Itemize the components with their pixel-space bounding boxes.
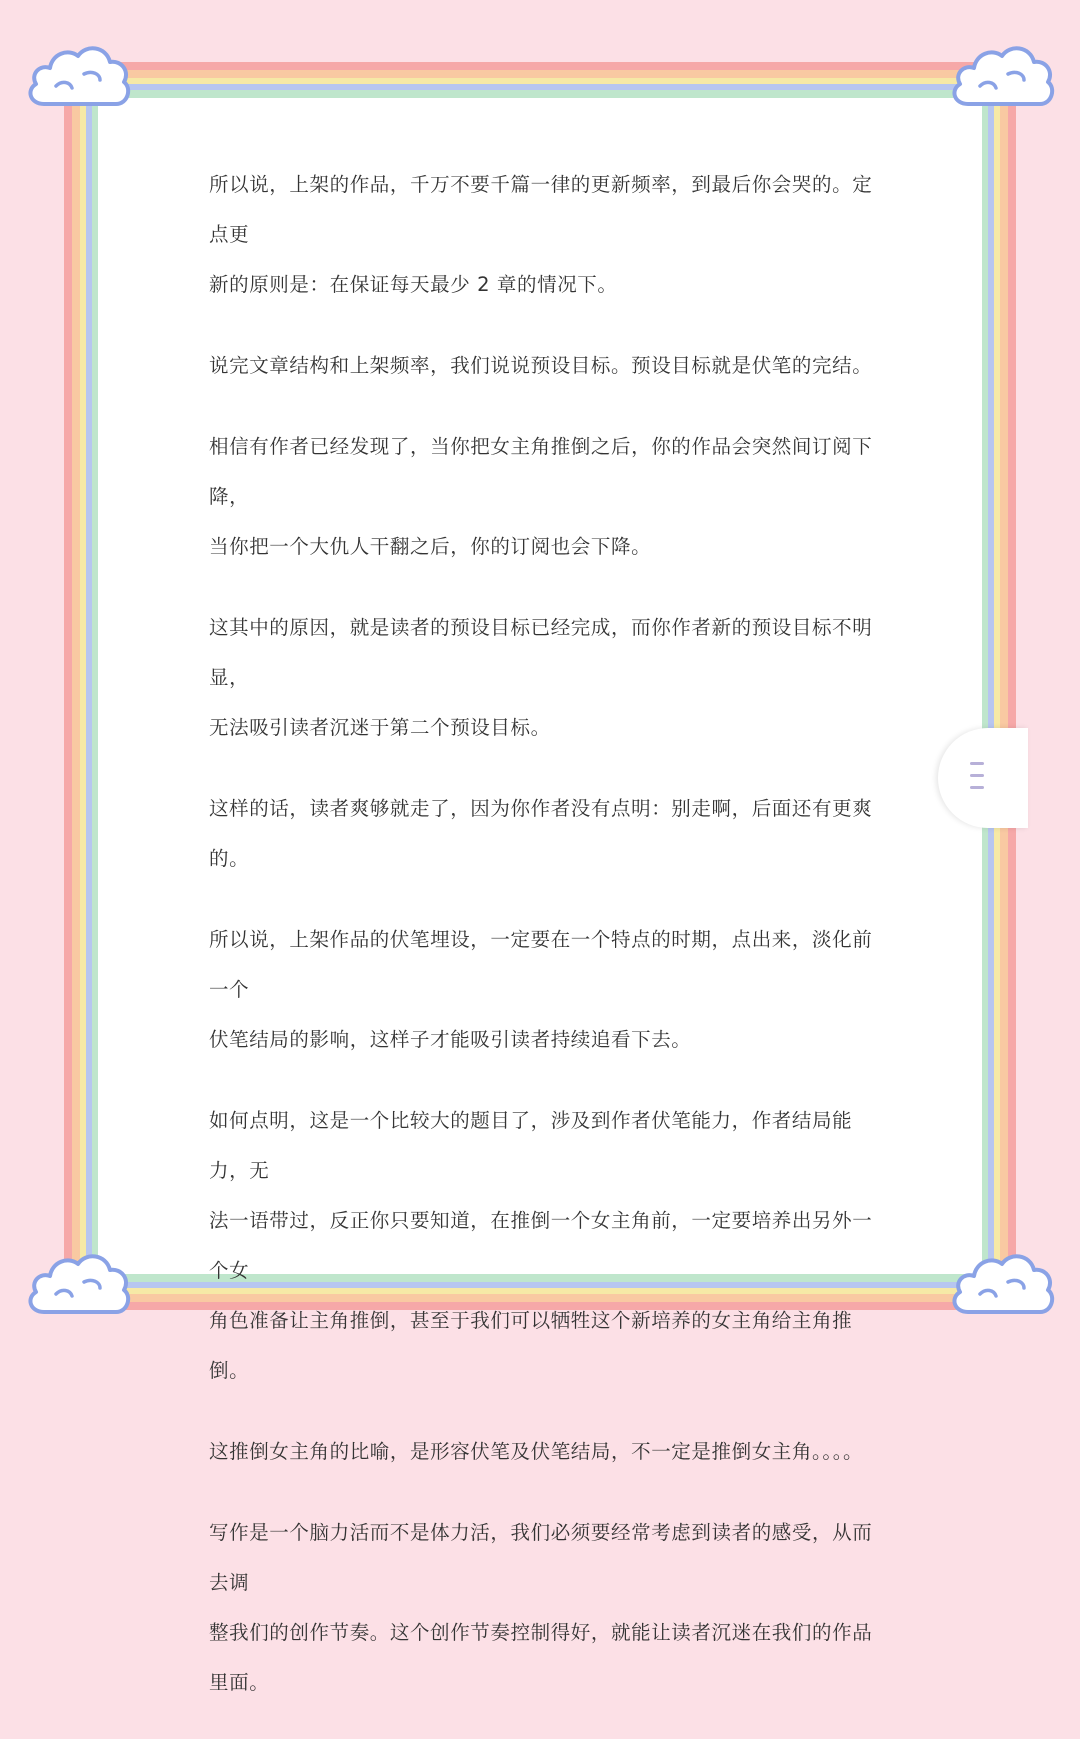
text-line: 这样的话，读者爽够就走了，因为你作者没有点明：别走啊，后面还有更爽的。 xyxy=(209,797,873,870)
text-line: 新的原则是：在保证每天最少 2 章的情况下。 xyxy=(209,273,618,296)
text-line: 这其中的原因，就是读者的预设目标已经完成，而你作者新的预设目标不明显， xyxy=(209,616,873,689)
paragraph-1 xyxy=(209,160,881,310)
text-line: 无法吸引读者沉迷于第二个预设目标。 xyxy=(209,716,551,739)
text-line: 整我们的创作节奏。这个创作节奏控制得好，就能让读者沉迷在我们的作品里面。 xyxy=(209,1621,873,1694)
text-line: 法一语带过，反正你只要知道，在推倒一个女主角前，一定要培养出另外一个女 xyxy=(209,1209,873,1282)
paragraph-7 xyxy=(209,1096,881,1396)
side-menu-button[interactable] xyxy=(938,728,1028,828)
text-line: 写作是一个脑力活而不是体力活，我们必须要经常考虑到读者的感受，从而去调 xyxy=(209,1521,873,1594)
paragraph-3 xyxy=(209,422,881,572)
article-body xyxy=(209,160,881,1739)
paragraph-8 xyxy=(209,1427,881,1477)
text-line: 伏笔结局的影响，这样子才能吸引读者持续追看下去。 xyxy=(209,1028,692,1051)
paragraph-5 xyxy=(209,784,881,884)
text-line: 这推倒女主角的比喻，是形容伏笔及伏笔结局，不一定是推倒女主角。。。。 xyxy=(209,1440,864,1463)
text-line: 说完文章结构和上架频率，我们说说预设目标。预设目标就是伏笔的完结。 xyxy=(209,354,873,377)
cloud-icon xyxy=(22,1242,134,1322)
paragraph-9 xyxy=(209,1508,881,1708)
paragraph-2 xyxy=(209,341,881,391)
text-line: 相信有作者已经发现了，当你把女主角推倒之后，你的作品会突然间订阅下降， xyxy=(209,435,873,508)
menu-icon xyxy=(970,762,984,798)
text-line: 所以说，上架作品的伏笔埋设，一定要在一个特点的时期，点出来，淡化前一个 xyxy=(209,928,873,1001)
cloud-icon xyxy=(946,34,1058,114)
paragraph-6 xyxy=(209,915,881,1065)
cloud-icon xyxy=(946,1242,1058,1322)
paragraph-4 xyxy=(209,603,881,753)
text-line: 当你把一个大仇人干翻之后，你的订阅也会下降。 xyxy=(209,535,652,558)
text-line: 角色准备让主角推倒，甚至于我们可以牺牲这个新培养的女主角给主角推倒。 xyxy=(209,1309,853,1382)
cloud-icon xyxy=(22,34,134,114)
text-line: 如何点明，这是一个比较大的题目了，涉及到作者伏笔能力，作者结局能力，无 xyxy=(209,1109,853,1182)
text-line: 所以说，上架的作品，千万不要千篇一律的更新频率，到最后你会哭的。定点更 xyxy=(209,173,873,246)
